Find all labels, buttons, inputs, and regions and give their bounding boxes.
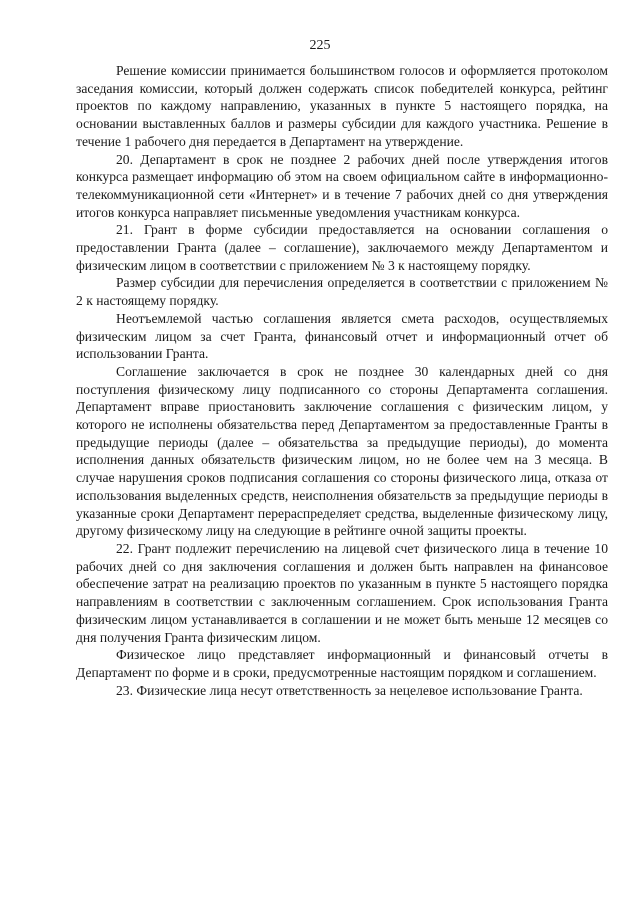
paragraph-budget-estimate: Неотъемлемой частью соглашения является смета расходов, осуществляемых физическим лицом за счет Гранта, финансовый отчет и информационный отчет об использовании Гранта. xyxy=(76,310,608,362)
paragraph-20: 20. Департамент в срок не позднее 2 рабочих дней после утверждения итогов конкурса размещает информацию об этом на своем официальном сайте в информационно-телекоммуникационной сети «Интернет» и в течение 7 рабочих дней со дня утверждения итогов конкурса направляет письменные уведомления участникам конкурса. xyxy=(76,151,608,220)
document-body xyxy=(76,62,608,699)
paragraph-22: 22. Грант подлежит перечислению на лицевой счет физического лица в течение 10 рабочих дней со дня заключения соглашения и должен быть направлен на финансовое обеспечение затрат на реализацию проектов по указанным в пункте 5 настоящего порядка направлениям в соответствии с заключенным соглашением. Срок использования Гранта физическим лицом устанавливается в соглашении и не может быть меньше 12 месяцев со дня получения Гранта физическим лицом. xyxy=(76,540,608,645)
paragraph-21: 21. Грант в форме субсидии предоставляется на основании соглашения о предоставлении Гранта (далее – соглашение), заключаемого между Департаментом и физическим лицом в соответствии с приложением № 3 к настоящему порядку. xyxy=(76,222,608,273)
paragraph-subsidy-amount: Размер субсидии для перечисления определяется в соответствии с приложением № 2 к настоящему порядку. xyxy=(76,275,608,309)
page-number: 225 xyxy=(309,38,331,53)
paragraph-23: 23. Физические лица несут ответственность за нецелевое использование Гранта. xyxy=(116,682,583,698)
paragraph-agreement-terms: Соглашение заключается в срок не позднее 30 календарных дней со дня поступления физическому лицу подписанного со стороны Департамента соглашения. Департамент вправе приостановить заключение соглашения с физическим лицом, у которого не исполнены обязательства перед Департаментом за предоставленные Гранты в предыдущие периоды (далее – обязательства за предыдущие периоды), до момента исполнения данных обязательств физическим лицом, но не более чем на 3 месяца. В случае нарушения сроков подписания соглашения со стороны физического лица, отказа от использования выделенных средств, неисполнения обязательств за предыдущие периоды в указанные сроки Департамент перераспределяет средства, выделенные физическому лицу, другому физическому лицу на следующие в рейтинге очной защиты проекты. xyxy=(76,363,608,539)
paragraph-reports: Физическое лицо представляет информационный и финансовый отчеты в Департамент по форме и в сроки, предусмотренные настоящим порядком и соглашением. xyxy=(76,647,608,680)
paragraph-commission-decision: Решение комиссии принимается большинством голосов и оформляется протоколом заседания комиссии, который должен содержать список победителей конкурса, рейтинг проектов по каждому направлению, указанных в пункте 5 настоящего порядка, на основании выставленных баллов и размеры субсидии для каждого участника. Решение в течение 1 рабочего дня передается в Департамент на утверждение. xyxy=(76,63,608,149)
